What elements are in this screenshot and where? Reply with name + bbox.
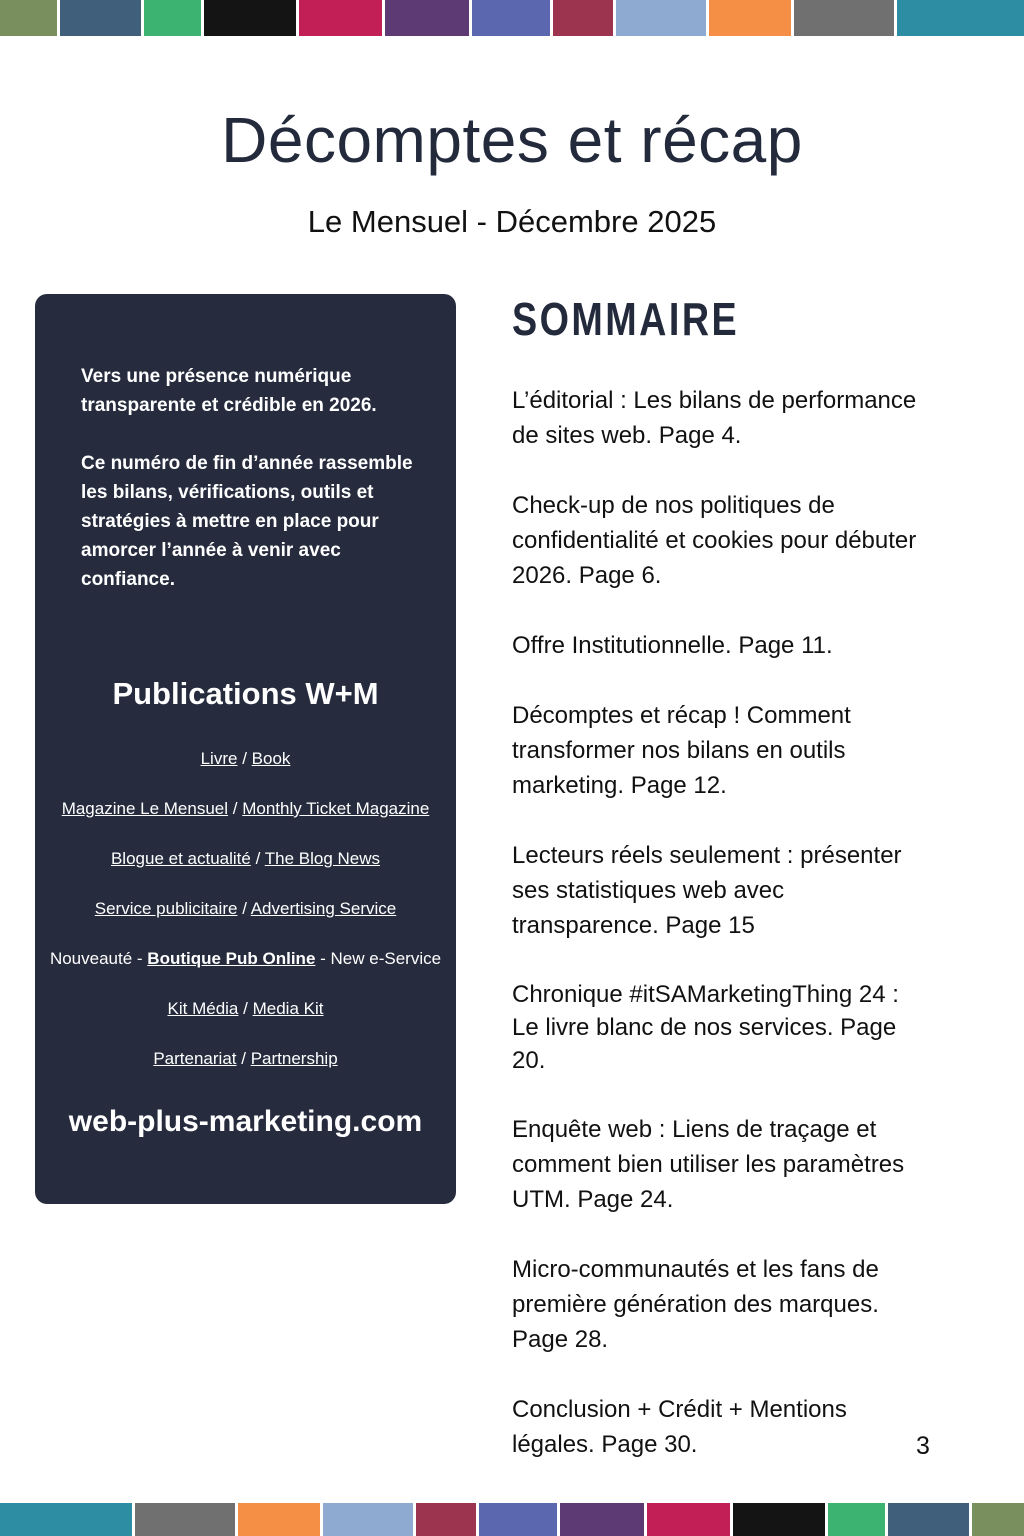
color-swatch xyxy=(897,0,1024,36)
link-row-partnership xyxy=(35,1044,456,1094)
kit-en-link[interactable]: Media Kit xyxy=(252,999,324,1018)
toc-item: Enquête web : Liens de traçage et comment bien utiliser les paramètres UTM. Page 24. xyxy=(512,1116,905,1213)
new-prefix: Nouveauté - xyxy=(49,949,143,968)
color-swatch xyxy=(238,1503,320,1536)
bottom-color-bar xyxy=(0,1503,1024,1536)
toc-item: Chronique #itSAMarketingThing 24 : Le livre blanc de nos services. Page 20. xyxy=(512,981,899,1074)
blog-en-link[interactable]: The Blog News xyxy=(264,849,381,868)
website-link[interactable]: web-plus-marketing.com xyxy=(68,1105,423,1138)
publications-panel xyxy=(35,294,456,1204)
link-separator: / xyxy=(242,749,247,768)
color-swatch xyxy=(828,1503,885,1536)
link-separator: / xyxy=(242,899,247,918)
color-swatch xyxy=(472,0,550,36)
color-swatch xyxy=(794,0,894,36)
partner-en-link[interactable]: Partnership xyxy=(250,1049,338,1068)
link-row-blog xyxy=(35,844,456,894)
color-swatch xyxy=(553,0,613,36)
color-swatch xyxy=(972,1503,1024,1536)
service-en-link[interactable]: Advertising Service xyxy=(250,899,397,918)
toc-item: Micro-communautés et les fans de première génération des marques. Page 28. xyxy=(512,1256,879,1353)
new-suffix: - New e-Service xyxy=(320,949,442,968)
partner-fr-link[interactable]: Partenariat xyxy=(153,1049,237,1068)
color-swatch xyxy=(299,0,382,36)
boutique-link[interactable]: Boutique Pub Online xyxy=(147,949,316,968)
color-swatch xyxy=(0,0,57,36)
color-swatch xyxy=(144,0,201,36)
color-swatch xyxy=(647,1503,730,1536)
link-row-book xyxy=(35,744,456,794)
magazine-en-link[interactable]: Monthly Ticket Magazine xyxy=(242,799,430,818)
color-swatch xyxy=(733,1503,825,1536)
link-row-service xyxy=(35,894,456,944)
livre-link[interactable]: Livre xyxy=(200,749,238,768)
color-swatch xyxy=(323,1503,413,1536)
link-row-new-service xyxy=(35,944,456,994)
sommaire-heading: SOMMAIRE xyxy=(512,293,740,345)
toc-item: Conclusion + Crédit + Mentions légales. Page 30. xyxy=(512,1396,847,1458)
color-swatch xyxy=(385,0,469,36)
blog-fr-link[interactable]: Blogue et actualité xyxy=(110,849,251,868)
top-color-bar xyxy=(0,0,1024,36)
kit-fr-link[interactable]: Kit Média xyxy=(167,999,239,1018)
issue-subtitle: Le Mensuel - Décembre 2025 xyxy=(307,204,717,239)
color-swatch xyxy=(709,0,791,36)
color-swatch xyxy=(888,1503,969,1536)
toc-item: Check-up de nos politiques de confidentialité et cookies pour débuter 2026. Page 6. xyxy=(512,492,917,589)
link-row-magazine xyxy=(35,794,456,844)
panel-intro xyxy=(81,362,431,623)
link-separator: / xyxy=(255,849,261,868)
toc-item: L’éditorial : Les bilans de performance de sites web. Page 4. xyxy=(512,387,917,449)
color-swatch xyxy=(560,1503,644,1536)
book-link[interactable]: Book xyxy=(251,749,291,768)
color-swatch xyxy=(60,0,141,36)
page-title: Décomptes et récap xyxy=(221,104,803,176)
table-of-contents xyxy=(512,383,922,1497)
intro-paragraph: Ce numéro de fin d’année rassemble les bilans, vérifications, outils et stratégies à mettre en place pour amorcer l’année à venir avec confiance. xyxy=(81,453,413,590)
service-fr-link[interactable]: Service publicitaire xyxy=(94,899,238,918)
publications-title: Publications W+M xyxy=(112,676,379,711)
page-number: 3 xyxy=(916,1432,930,1460)
toc-item: Offre Institutionnelle. Page 11. xyxy=(512,632,833,659)
color-swatch xyxy=(0,1503,132,1536)
color-swatch xyxy=(616,0,706,36)
link-separator: / xyxy=(232,799,238,818)
color-swatch xyxy=(416,1503,476,1536)
magazine-fr-link[interactable]: Magazine Le Mensuel xyxy=(61,799,229,818)
link-row-media-kit xyxy=(35,994,456,1044)
link-separator: / xyxy=(243,999,248,1018)
toc-item: Décomptes et récap ! Comment transformer nos bilans en outils marketing. Page 12. xyxy=(512,702,851,799)
color-swatch xyxy=(204,0,296,36)
link-separator: / xyxy=(241,1049,246,1068)
color-swatch xyxy=(135,1503,235,1536)
intro-paragraph: Vers une présence numérique transparente et crédible en 2026. xyxy=(81,366,377,416)
publication-links xyxy=(35,744,456,1094)
color-swatch xyxy=(479,1503,557,1536)
toc-item: Lecteurs réels seulement : présenter ses statistiques web avec transparence. Page 15 xyxy=(512,842,902,939)
